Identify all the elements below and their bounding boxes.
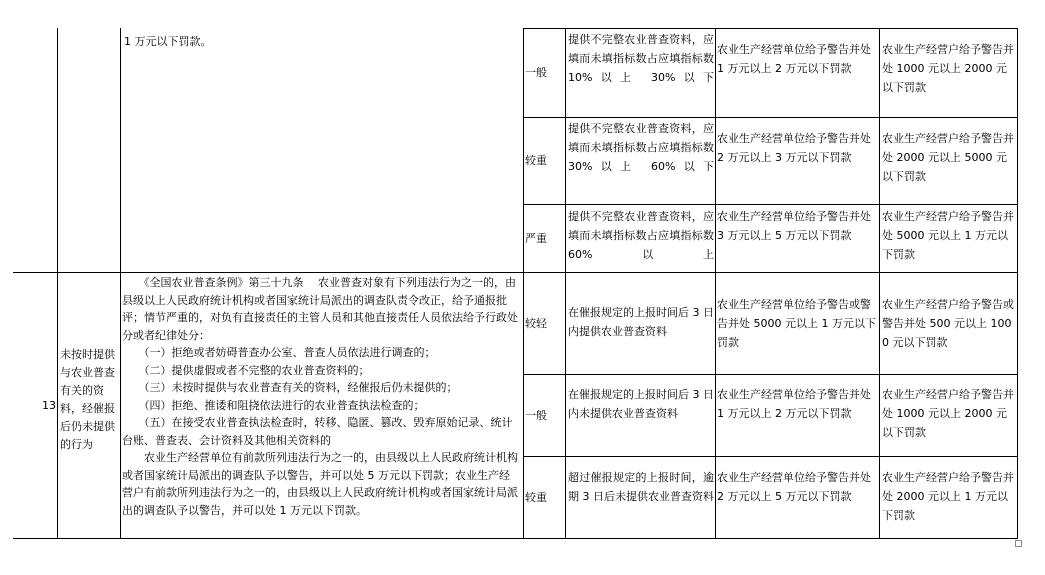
severity-level: 较重 [525, 154, 547, 167]
grid-line [1017, 28, 1018, 539]
household-penalty-cell: 农业生产经营户给予警告并处 2000 元以上 5000 元以下罚款 [882, 132, 1014, 183]
basis-paragraph: 农业生产经营单位有前款所列违法行为之一的，由县级以上人民政府统计机构或者国家统计局派出的调查队予以警告，并可以处 5 万元以下罚款；农业生产经营户有前款所列违法行为之一的，由县级以上人民政府统计机构或者国家统计局派出的调查队予以警告，并可以处 1 万元以下罚款。 [122, 451, 518, 517]
basis-clause: （五）在接受农业普查执法检查时，转移、隐匿、篡改、毁弃原始记录、统计台账、普查表、会计资料及其他相关资料的 [122, 416, 513, 447]
grid-line [523, 117, 1017, 118]
situation-cell: 在催报规定的上报时间后 3 日内提供农业普查资料 [568, 306, 714, 338]
violation-description: 未按时提供与农业普查有关的资料，经催报后仍未提供的行为 [60, 348, 115, 451]
unit-penalty-cell: 农业生产经营单位给予警告并处 2 万元以上 3 万元以下罚款 [717, 132, 871, 164]
grid-line [715, 28, 716, 539]
situation-cell: 提供不完整农业普查资料，应填而未填指标数占应填指标数 10%以上 30%以下 [568, 33, 714, 84]
severity-level: 严重 [525, 231, 547, 245]
grid-line [879, 28, 880, 539]
household-penalty-cell: 农业生产经营户给予警告并处 1000 元以上 2000 元以下罚款 [882, 43, 1014, 94]
household-penalty-cell: 农业生产经营户给予警告并处 5000 元以上 1 万元以下罚款 [882, 210, 1014, 261]
grid-line [565, 28, 566, 539]
unit-penalty-cell: 农业生产经营单位给予警告并处 3 万元以上 5 万元以下罚款 [717, 210, 871, 242]
grid-line [120, 28, 121, 539]
legal-basis [122, 274, 520, 519]
grid-line [523, 374, 1017, 375]
situation-cell: 提供不完整农业普查资料，应填而未填指标数占应填指标数 60%以上 [568, 210, 714, 261]
grid-line [523, 28, 524, 539]
household-penalty-cell: 农业生产经营户给予警告并处 1000 元以上 2000 元以下罚款 [882, 388, 1014, 439]
basis-paragraph: 《全国农业普查条例》第三十九条 农业普查对象有下列违法行为之一的，由县级以上人民政府统计机构或者国家统计局派出的调查队责令改正，给予通报批评；情节严重的，对负有直接责任的主管人员和其他直接责任人员依法给予行政处分或者纪律处分： [122, 276, 518, 342]
severity-level: 较轻 [525, 316, 547, 330]
severity-level: 一般 [525, 408, 547, 422]
unit-penalty-cell: 农业生产经营单位给予警告并处 1 万元以上 2 万元以下罚款 [717, 388, 871, 420]
severity-level: 较重 [525, 490, 547, 504]
grid-line [13, 272, 1017, 273]
unit-penalty-cell: 农业生产经营单位给予警告或警告并处 5000 元以上 1 万元以下罚款 [717, 298, 876, 349]
household-penalty-cell: 农业生产经营户给予警告或警告并处 500 元以上 1000 元以下罚款 [882, 298, 1014, 349]
severity-level: 一般 [525, 66, 547, 79]
grid-line [523, 28, 1017, 29]
basis-clause: （二）提供虚假或者不完整的农业普查资料的； [122, 363, 370, 377]
grid-line [523, 456, 1017, 457]
household-penalty-cell: 农业生产经营户给予警告并处 2000 元以上 1 万元以下罚款 [882, 471, 1014, 522]
situation-cell: 提供不完整农业普查资料，应填而未填指标数占应填指标数 30%以上 60%以下 [568, 122, 714, 173]
grid-line [523, 204, 1017, 205]
unit-penalty-cell: 农业生产经营单位给予警告并处 1 万元以上 2 万元以下罚款 [717, 43, 871, 75]
table-resize-handle[interactable] [1015, 540, 1022, 547]
unit-penalty-cell: 农业生产经营单位给予警告并处 2 万元以上 5 万元以下罚款 [717, 471, 871, 503]
basis-tail-text: 1 万元以下罚款。 [124, 35, 212, 48]
situation-cell: 在催报规定的上报时间后 3 日内未提供农业普查资料 [568, 388, 714, 420]
basis-clause: （四）拒绝、推诿和阻挠依法进行的农业普查执法检查的； [122, 398, 425, 412]
grid-line [13, 538, 1017, 539]
item-number: 13 [42, 398, 56, 412]
situation-cell: 超过催报规定的上报时间，逾期 3 日后未提供农业普查资料 [568, 471, 714, 503]
basis-clause: （三）未按时提供与农业普查有关的资料，经催报后仍未提供的； [122, 381, 458, 394]
basis-clause: （一）拒绝或者妨碍普查办公室、普查人员依法进行调查的； [122, 346, 436, 359]
